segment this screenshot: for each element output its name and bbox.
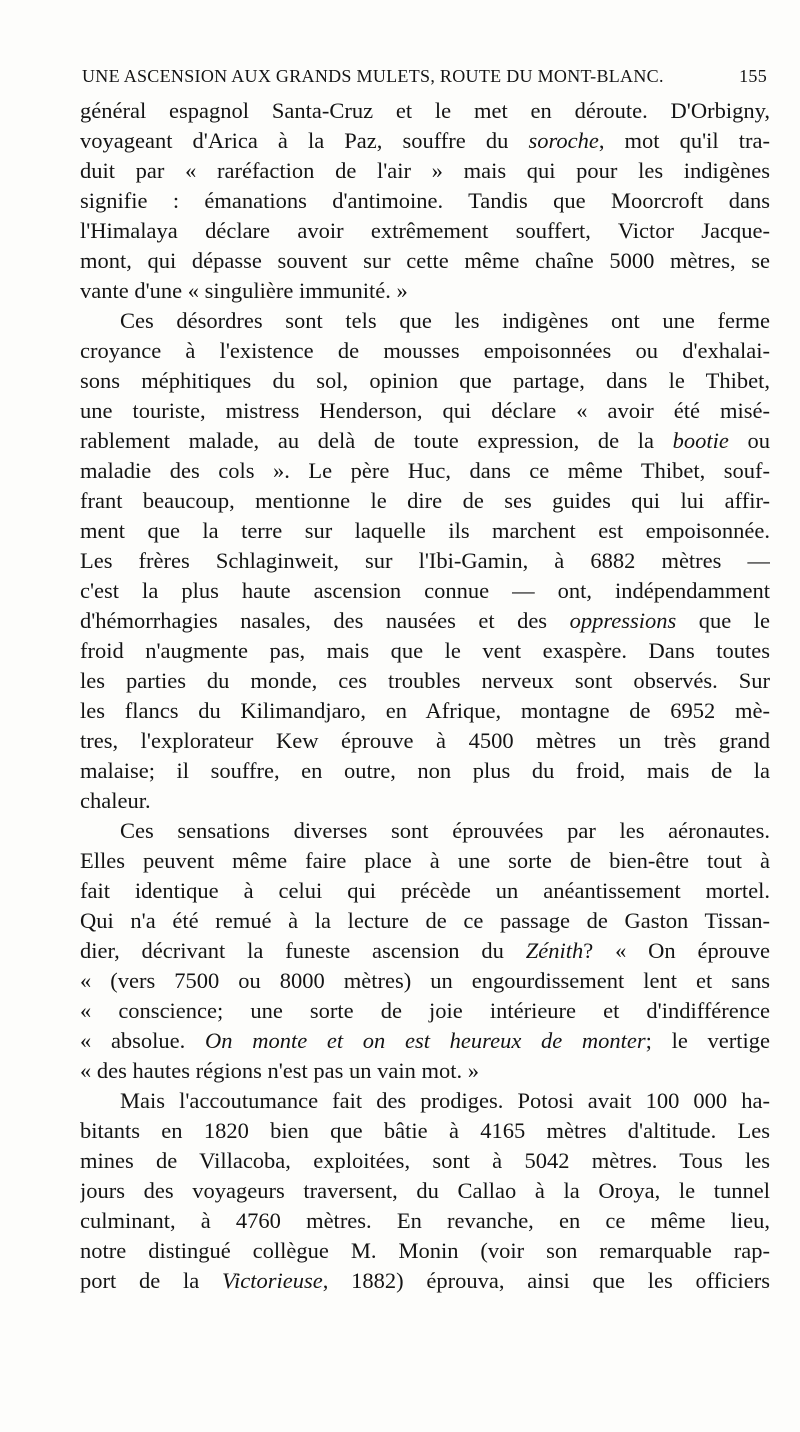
text-line: Qui n'a été remué à la lecture de ce passage de Gaston Tissan- <box>80 908 770 933</box>
text-line: voyageant d'Arica à la Paz, souffre du soroche, mot qu'il tra- <box>80 128 770 153</box>
running-title: UNE ASCENSION AUX GRANDS MULETS, ROUTE DU MONT-BLANC. <box>82 66 664 86</box>
text-line: malaise; il souffre, en outre, non plus du froid, mais de la <box>80 758 770 783</box>
text-line: les flancs du Kilimandjaro, en Afrique, montagne de 6952 mè- <box>80 698 770 723</box>
text-line: maladie des cols ». Le père Huc, dans ce même Thibet, souf- <box>80 458 770 483</box>
text-line: « absolue. On monte et on est heureux de monter; le vertige <box>80 1028 770 1053</box>
text-line: port de la Victorieuse, 1882) éprouva, ainsi que les officiers <box>80 1268 770 1293</box>
page-number: 155 <box>739 66 767 86</box>
text-line: culminant, à 4760 mètres. En revanche, en ce même lieu, <box>80 1208 770 1233</box>
italic-term: Zénith <box>525 938 584 963</box>
text-line: c'est la plus haute ascension connue — ont, indépendamment <box>80 578 770 603</box>
text-line: sons méphitiques du sol, opinion que partage, dans le Thibet, <box>80 368 770 393</box>
italic-term: soroche <box>528 128 599 153</box>
text-line: croyance à l'existence de mousses empoisonnées ou d'exhalai- <box>80 338 770 363</box>
italic-term: bootie <box>672 428 729 453</box>
text-line: une touriste, mistress Henderson, qui déclare « avoir été misé- <box>80 398 770 423</box>
text-line: mines de Villacoba, exploitées, sont à 5042 mètres. Tous les <box>80 1148 770 1173</box>
text-line: Elles peuvent même faire place à une sorte de bien-être tout à <box>80 848 770 873</box>
text-line: Ces sensations diverses sont éprouvées par les aéronautes. <box>120 818 770 843</box>
italic-term: Victorieuse <box>221 1268 323 1293</box>
text-line: dier, décrivant la funeste ascension du Zénith? « On éprouve <box>80 938 770 963</box>
paragraph <box>80 1086 770 1296</box>
body-text <box>80 96 770 1296</box>
text-line: Ces désordres sont tels que les indigènes ont une ferme <box>120 308 770 333</box>
text-line: notre distingué collègue M. Monin (voir son remarquable rap- <box>80 1238 770 1263</box>
text-line: d'hémorrhagies nasales, des nausées et des oppressions que le <box>80 608 770 633</box>
text-line: « des hautes régions n'est pas un vain mot. » <box>80 1058 479 1083</box>
text-line: Les frères Schlaginweit, sur l'Ibi-Gamin, à 6882 mètres — <box>80 548 770 573</box>
text-line: bitants en 1820 bien que bâtie à 4165 mètres d'altitude. Les <box>80 1118 770 1143</box>
text-line: ment que la terre sur laquelle ils marchent est empoisonnée. <box>80 518 770 543</box>
text-line: duit par « raréfaction de l'air » mais qui pour les indigènes <box>80 158 770 183</box>
italic-term: On monte et on est heureux de monter <box>205 1028 646 1053</box>
paragraph <box>80 96 770 306</box>
text-line: tres, l'explorateur Kew éprouve à 4500 mètres un très grand <box>80 728 770 753</box>
text-line: rablement malade, au delà de toute expression, de la bootie ou <box>80 428 770 453</box>
text-line: jours des voyageurs traversent, du Callao à la Oroya, le tunnel <box>80 1178 770 1203</box>
text-line: frant beaucoup, mentionne le dire de ses guides qui lui affir- <box>80 488 770 513</box>
paragraph <box>80 306 770 816</box>
text-line: l'Himalaya déclare avoir extrêmement souffert, Victor Jacque- <box>80 218 770 243</box>
text-line: froid n'augmente pas, mais que le vent exaspère. Dans toutes <box>80 638 770 663</box>
paragraph <box>80 816 770 1086</box>
text-line: général espagnol Santa-Cruz et le met en déroute. D'Orbigny, <box>80 98 770 123</box>
text-line: fait identique à celui qui précède un anéantissement mortel. <box>80 878 770 903</box>
text-line: « conscience; une sorte de joie intérieure et d'indifférence <box>80 998 770 1023</box>
text-line: signifie : émanations d'antimoine. Tandis que Moorcroft dans <box>80 188 770 213</box>
text-line: vante d'une « singulière immunité. » <box>80 278 408 303</box>
text-line: Mais l'accoutumance fait des prodiges. Potosi avait 100 000 ha- <box>120 1088 770 1113</box>
text-line: mont, qui dépasse souvent sur cette même chaîne 5000 mètres, se <box>80 248 770 273</box>
italic-term: oppressions <box>569 608 677 633</box>
running-head <box>82 66 767 92</box>
text-line: chaleur. <box>80 788 151 813</box>
text-line: « (vers 7500 ou 8000 mètres) un engourdissement lent et sans <box>80 968 770 993</box>
text-line: les parties du monde, ces troubles nerveux sont observés. Sur <box>80 668 770 693</box>
